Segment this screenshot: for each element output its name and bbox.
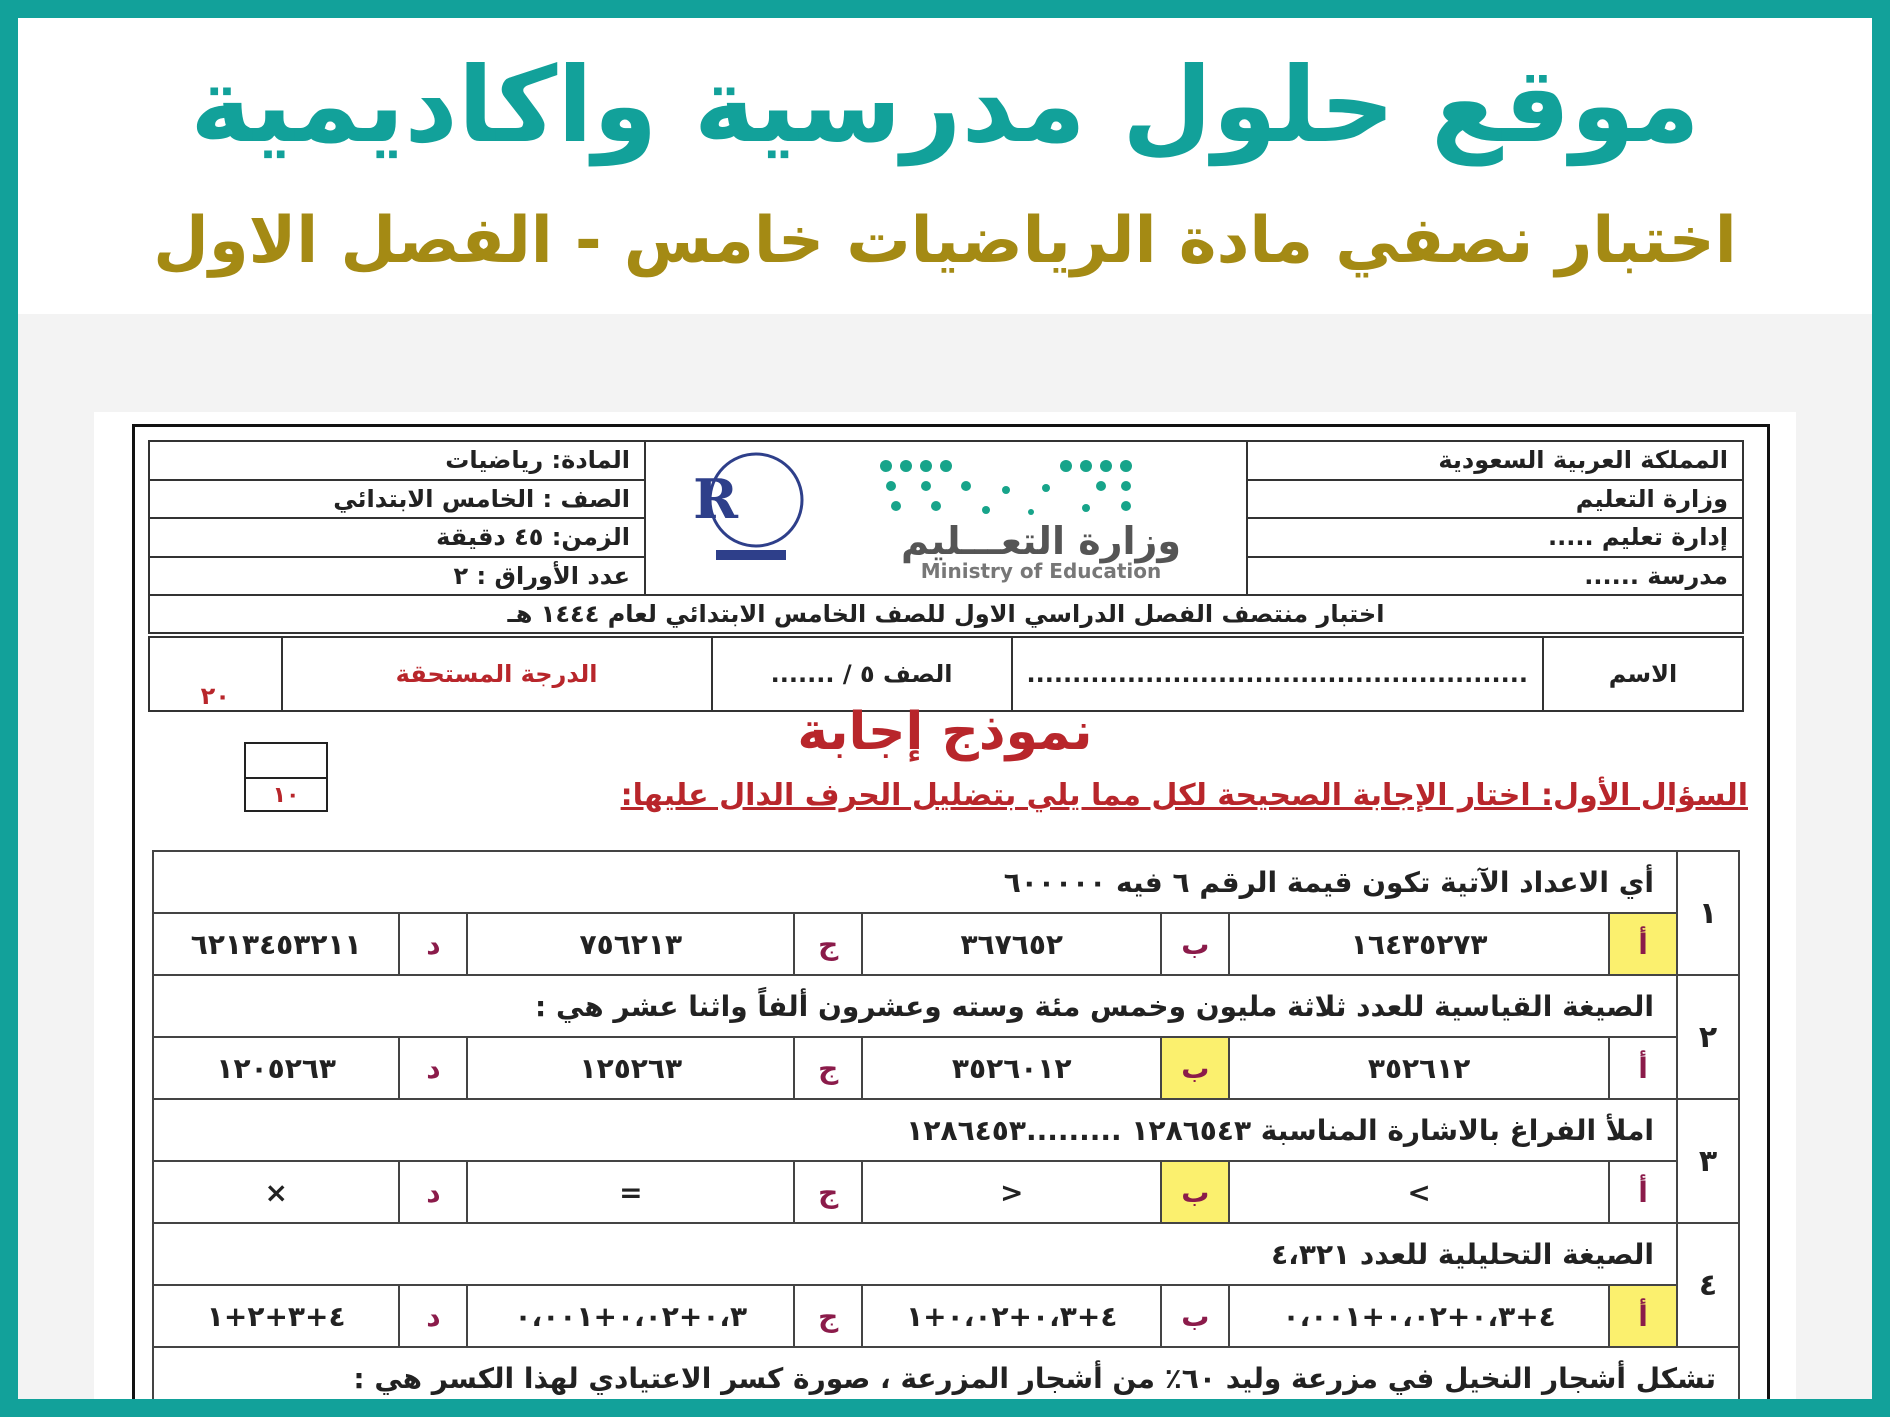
question-number: ٤	[1677, 1223, 1739, 1347]
question-number: ١	[1677, 851, 1739, 975]
header-right-line-3: إدارة تعليم .....	[1247, 518, 1743, 557]
option-value: >	[1229, 1161, 1609, 1223]
option-letter-b[interactable]: ب	[1161, 1161, 1229, 1223]
header-left-line-1: المادة: رياضيات	[149, 441, 645, 480]
question-number: ٢	[1677, 975, 1739, 1099]
option-letter-a[interactable]: أ	[1609, 1161, 1677, 1223]
option-value: ٤+٠،٣+٠،٠٢+١	[862, 1285, 1161, 1347]
option-letter-c[interactable]: ج	[794, 1161, 862, 1223]
option-letter-d[interactable]: د	[399, 1161, 467, 1223]
option-value: ٣٦٧٦٥٢	[862, 913, 1161, 975]
header-left-line-4: عدد الأوراق : ٢	[149, 557, 645, 596]
questions-table	[152, 850, 1740, 1399]
exam-title: اختبار منتصف الفصل الدراسي الاول للصف الخامس الابتدائي لعام ١٤٤٤ هـ	[149, 595, 1743, 633]
answer-model-title: نموذج إجابة	[797, 702, 1093, 762]
page-frame	[18, 18, 1872, 1399]
header-left-line-3: الزمن: ٤٥ دقيقة	[149, 518, 645, 557]
option-letter-b[interactable]: ب	[1161, 1037, 1229, 1099]
next-question-text: تشكل أشجار النخيل في مزرعة وليد ٦٠٪ من أشجار المزرعة ، صورة كسر الاعتيادي لهذا الكسر هي :	[153, 1347, 1739, 1399]
option-letter-d[interactable]: د	[399, 913, 467, 975]
dots-emblem-icon	[880, 460, 1132, 515]
question-text: الصيغة التحليلية للعدد ٤،٣٢١	[153, 1223, 1677, 1285]
option-value: ١٢٠٥٢٦٣	[153, 1037, 399, 1099]
name-field: .......................................................	[1012, 637, 1543, 711]
option-value: ×	[153, 1161, 399, 1223]
option-value: ٤+٣+٢+١	[153, 1285, 399, 1347]
student-info-table	[148, 636, 1744, 712]
option-value: =	[467, 1161, 794, 1223]
option-value: ١٦٤٣٥٢٧٣	[1229, 913, 1609, 975]
header-right-line-4: مدرسة ......	[1247, 557, 1743, 596]
option-letter-c[interactable]: ج	[794, 1037, 862, 1099]
option-value: ٠،٣+٠،٠٢+٠،٠٠١	[467, 1285, 794, 1347]
option-letter-c[interactable]: ج	[794, 1285, 862, 1347]
ministry-name-en: Ministry of Education	[920, 559, 1162, 583]
svg-text:R: R	[693, 467, 738, 531]
grade-total: ٢٠	[149, 637, 282, 711]
class-field: الصف ٥ / .......	[712, 637, 1012, 711]
q1-instruction: السؤال الأول: اختار الإجابة الصحيحة لكل مما يلي بتضليل الحرف الدال عليها:	[620, 778, 1748, 813]
name-label: الاسم	[1543, 637, 1743, 711]
option-value: ١٢٥٢٦٣	[467, 1037, 794, 1099]
site-title: موقع حلول مدرسية واكاديمية	[190, 44, 1700, 166]
option-letter-b[interactable]: ب	[1161, 913, 1229, 975]
school-seal-icon	[693, 454, 802, 560]
option-value: ٤+٠،٣+٠،٠٢+٠،٠٠١	[1229, 1285, 1609, 1347]
option-letter-d[interactable]: د	[399, 1037, 467, 1099]
question-number: ٣	[1677, 1099, 1739, 1223]
option-letter-a[interactable]: أ	[1609, 913, 1677, 975]
option-value: ٣٥٢٦٠١٢	[862, 1037, 1161, 1099]
question-text: الصيغة القياسية للعدد ثلاثة مليون وخمس مئة وسته وعشرون ألفاً واثنا عشر هي :	[153, 975, 1677, 1037]
logo-area	[645, 441, 1247, 595]
header-right-line-2: وزارة التعليم	[1247, 480, 1743, 519]
q1-score: ١٠	[272, 783, 300, 808]
header-right-line-1: المملكة العربية السعودية	[1247, 441, 1743, 480]
ministry-logo	[646, 442, 1246, 588]
option-value: ٣٥٢٦١٢	[1229, 1037, 1609, 1099]
grade-label: الدرجة المستحقة	[282, 637, 712, 711]
option-value: ٧٥٦٢١٣	[467, 913, 794, 975]
exam-paper	[94, 412, 1796, 1399]
ministry-name-ar: وزارة التعـــليم	[900, 519, 1182, 563]
q1-score-box	[244, 742, 328, 812]
score-blank	[246, 744, 326, 779]
option-letter-d[interactable]: د	[399, 1285, 467, 1347]
exam-header-table	[148, 440, 1744, 634]
option-value: ٦٢١٣٤٥٣٢١١	[153, 913, 399, 975]
question-text: أي الاعداد الآتية تكون قيمة الرقم ٦ فيه ٦٠٠٠٠٠	[153, 851, 1677, 913]
option-value: <	[862, 1161, 1161, 1223]
option-letter-a[interactable]: أ	[1609, 1037, 1677, 1099]
page-subtitle: اختبار نصفي مادة الرياضيات خامس - الفصل الاول	[153, 204, 1737, 278]
header-left-line-2: الصف : الخامس الابتدائي	[149, 480, 645, 519]
banner	[18, 18, 1872, 314]
option-letter-c[interactable]: ج	[794, 913, 862, 975]
option-letter-b[interactable]: ب	[1161, 1285, 1229, 1347]
option-letter-a[interactable]: أ	[1609, 1285, 1677, 1347]
question-text: املأ الفراغ بالاشارة المناسبة ١٢٨٦٥٤٣ .........١٢٨٦٤٥٣	[153, 1099, 1677, 1161]
